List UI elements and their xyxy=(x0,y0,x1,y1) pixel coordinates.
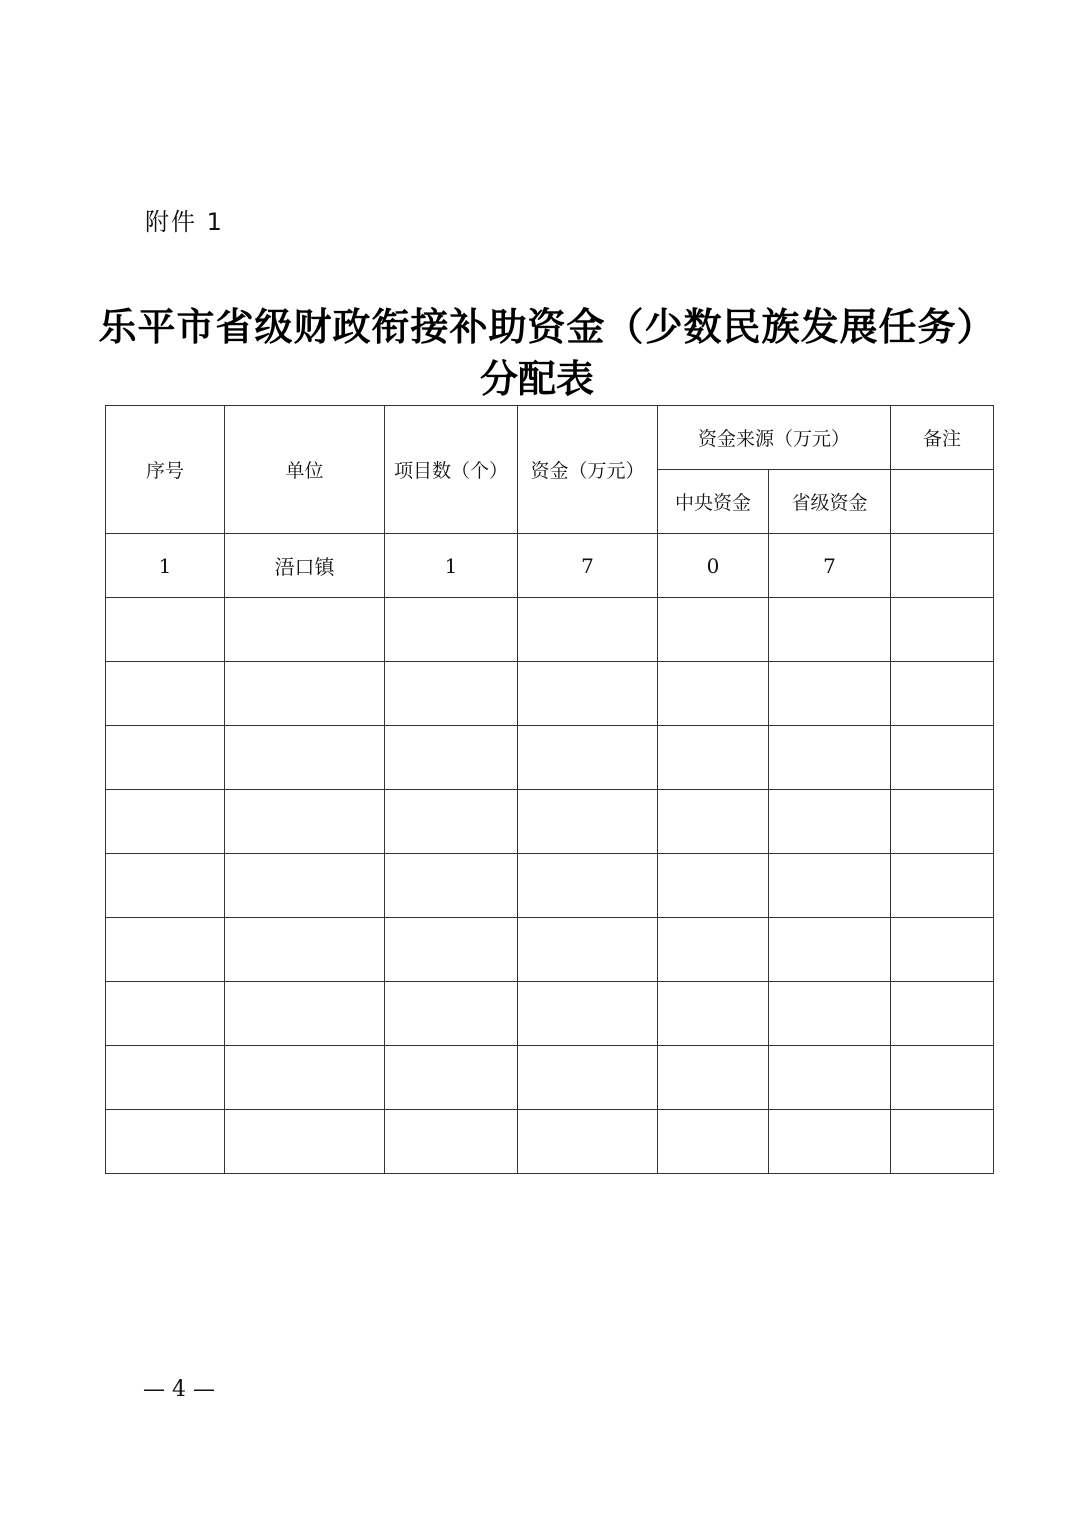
cell-unit: 浯口镇 xyxy=(225,534,385,598)
cell-project-count xyxy=(385,790,518,854)
table-row xyxy=(106,1046,994,1110)
cell-provincial-funds xyxy=(769,918,891,982)
cell-seq: 1 xyxy=(106,534,225,598)
cell-remarks xyxy=(891,662,994,726)
table-row xyxy=(106,534,994,598)
cell-remarks xyxy=(891,534,994,598)
cell-remarks xyxy=(891,854,994,918)
header-fund-source: 资金来源（万元） xyxy=(658,406,891,470)
cell-project-count xyxy=(385,1046,518,1110)
cell-provincial-funds xyxy=(769,1110,891,1174)
table-row xyxy=(106,790,994,854)
cell-project-count xyxy=(385,726,518,790)
cell-central-funds xyxy=(658,982,769,1046)
cell-seq xyxy=(106,854,225,918)
cell-unit xyxy=(225,790,385,854)
cell-seq xyxy=(106,1110,225,1174)
cell-central-funds xyxy=(658,726,769,790)
cell-funds xyxy=(518,598,658,662)
cell-seq xyxy=(106,598,225,662)
cell-funds xyxy=(518,1110,658,1174)
cell-project-count xyxy=(385,854,518,918)
cell-funds xyxy=(518,790,658,854)
header-unit: 单位 xyxy=(225,406,385,534)
cell-central-funds: 0 xyxy=(658,534,769,598)
cell-central-funds xyxy=(658,854,769,918)
cell-project-count xyxy=(385,918,518,982)
cell-funds xyxy=(518,726,658,790)
cell-provincial-funds xyxy=(769,1046,891,1110)
cell-remarks xyxy=(891,918,994,982)
cell-provincial-funds xyxy=(769,598,891,662)
cell-project-count xyxy=(385,982,518,1046)
cell-unit xyxy=(225,918,385,982)
cell-project-count xyxy=(385,662,518,726)
cell-unit xyxy=(225,982,385,1046)
document-title: 乐平市省级财政衔接补助资金（少数民族发展任务） xyxy=(98,304,996,349)
cell-seq xyxy=(106,790,225,854)
cell-central-funds xyxy=(658,790,769,854)
cell-funds: 7 xyxy=(518,534,658,598)
cell-provincial-funds xyxy=(769,726,891,790)
header-central-funds: 中央资金 xyxy=(658,470,769,534)
cell-seq xyxy=(106,918,225,982)
table-row xyxy=(106,854,994,918)
header-seq: 序号 xyxy=(106,406,225,534)
page-number: — 4 — xyxy=(143,1377,215,1402)
cell-seq xyxy=(106,662,225,726)
table-row xyxy=(106,918,994,982)
cell-unit xyxy=(225,662,385,726)
cell-provincial-funds xyxy=(769,790,891,854)
cell-remarks xyxy=(891,1046,994,1110)
cell-central-funds xyxy=(658,1110,769,1174)
cell-remarks xyxy=(891,982,994,1046)
table-row xyxy=(106,982,994,1046)
cell-central-funds xyxy=(658,1046,769,1110)
cell-remarks xyxy=(891,598,994,662)
cell-funds xyxy=(518,662,658,726)
cell-project-count xyxy=(385,598,518,662)
cell-unit xyxy=(225,1110,385,1174)
cell-provincial-funds xyxy=(769,982,891,1046)
attachment-label: 附件 1 xyxy=(145,208,224,236)
cell-seq xyxy=(106,982,225,1046)
document-title-line2: 分配表 xyxy=(479,356,594,401)
cell-funds xyxy=(518,982,658,1046)
cell-seq xyxy=(106,1046,225,1110)
cell-unit xyxy=(225,854,385,918)
cell-unit xyxy=(225,726,385,790)
cell-funds xyxy=(518,918,658,982)
cell-unit xyxy=(225,1046,385,1110)
cell-central-funds xyxy=(658,598,769,662)
header-provincial-funds: 省级资金 xyxy=(769,470,891,534)
cell-project-count xyxy=(385,1110,518,1174)
header-project-count: 项目数（个） xyxy=(385,406,518,534)
cell-seq xyxy=(106,726,225,790)
header-remarks-blank xyxy=(891,470,994,534)
cell-central-funds xyxy=(658,918,769,982)
cell-provincial-funds xyxy=(769,662,891,726)
table-row xyxy=(106,662,994,726)
table-row xyxy=(106,598,994,662)
cell-central-funds xyxy=(658,662,769,726)
cell-remarks xyxy=(891,726,994,790)
cell-provincial-funds xyxy=(769,854,891,918)
table-row xyxy=(106,726,994,790)
cell-unit xyxy=(225,598,385,662)
table-row xyxy=(106,1110,994,1174)
allocation-table xyxy=(105,405,994,1174)
header-funds: 资金（万元） xyxy=(518,406,658,534)
cell-funds xyxy=(518,1046,658,1110)
cell-remarks xyxy=(891,1110,994,1174)
header-remarks: 备注 xyxy=(891,406,994,470)
cell-provincial-funds: 7 xyxy=(769,534,891,598)
cell-remarks xyxy=(891,790,994,854)
header-row xyxy=(106,406,994,470)
cell-funds xyxy=(518,854,658,918)
cell-project-count: 1 xyxy=(385,534,518,598)
